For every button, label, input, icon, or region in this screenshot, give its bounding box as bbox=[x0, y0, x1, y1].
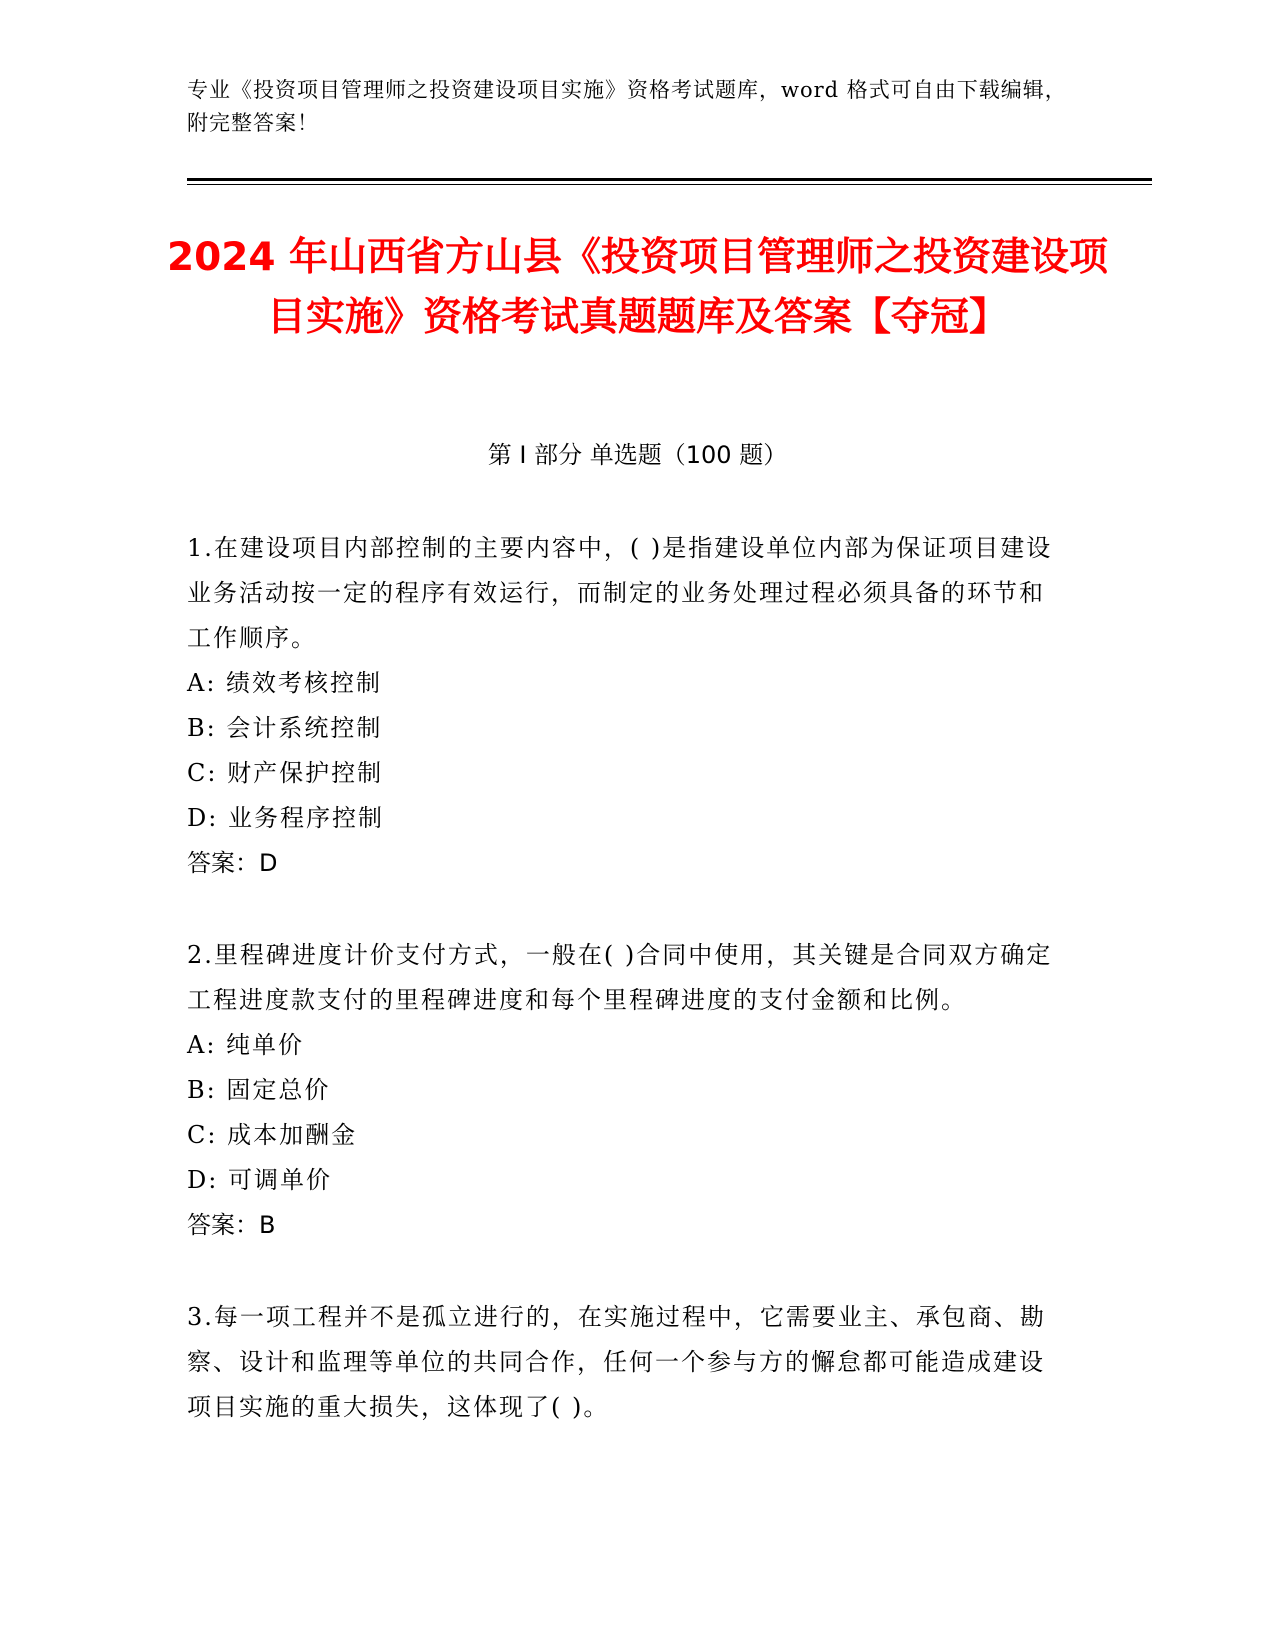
option-c: C: 财产保护控制 bbox=[187, 759, 384, 787]
question-list bbox=[187, 526, 1067, 1477]
option-d: D: 业务程序控制 bbox=[187, 804, 384, 832]
document-title: 2024 年山西省方山县《投资项目管理师之投资建设项目实施》资格考试真题题库及答案【夺冠】 bbox=[166, 235, 1109, 340]
option-d: D: 可调单价 bbox=[187, 1166, 332, 1194]
option-b: B: 固定总价 bbox=[187, 1076, 331, 1104]
header-rule-thick bbox=[187, 178, 1152, 181]
question-3 bbox=[187, 1295, 1067, 1430]
question-stem: 3.每一项工程并不是孤立进行的，在实施过程中，它需要业主、承包商、勘察、设计和监理等单位的共同合作，任何一个参与方的懈怠都可能造成建设项目实施的重大损失，这体现了( )。 bbox=[187, 1303, 1046, 1421]
question-stem: 2.里程碑进度计价支付方式，一般在( )合同中使用，其关键是合同双方确定工程进度款支付的里程碑进度和每个里程碑进度的支付金额和比例。 bbox=[187, 941, 1053, 1014]
header-rule-thin bbox=[187, 184, 1152, 185]
question-2 bbox=[187, 933, 1067, 1248]
option-b: B: 会计系统控制 bbox=[187, 714, 383, 742]
option-c: C: 成本加酬金 bbox=[187, 1121, 358, 1149]
question-1 bbox=[187, 526, 1067, 886]
option-a: A: 绩效考核控制 bbox=[187, 669, 383, 697]
question-stem: 1.在建设项目内部控制的主要内容中，( )是指建设单位内部为保证项目建设业务活动按一定的程序有效运行，而制定的业务处理过程必须具备的环节和工作顺序。 bbox=[187, 534, 1053, 652]
answer: 答案：D bbox=[187, 849, 278, 877]
section-title: 第 I 部分 单选题（100 题） bbox=[487, 441, 788, 469]
answer: 答案：B bbox=[187, 1211, 276, 1239]
option-a: A: 纯单价 bbox=[187, 1031, 305, 1059]
header-note: 专业《投资项目管理师之投资建设项目实施》资格考试题库，word 格式可自由下载编辑，附完整答案！ bbox=[187, 78, 1067, 135]
